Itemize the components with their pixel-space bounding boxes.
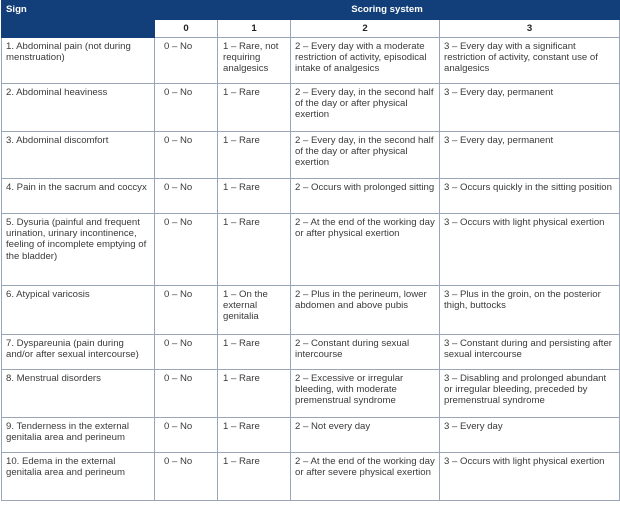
score-2-cell: 2 – Plus in the perineum, lower abdomen and above pubis [291, 286, 440, 335]
table-row [2, 286, 620, 335]
score-3-cell: 3 – Every day with a significant restriction of activity, constant use of analgesics [440, 38, 620, 84]
table-row [2, 179, 620, 214]
score-0-cell: 0 – No [155, 370, 218, 418]
score-2-cell: 2 – Every day with a moderate restriction of activity, episodical intake of analgesics [291, 38, 440, 84]
sign-cell: 2. Abdominal heaviness [2, 84, 155, 132]
score-3-cell: 3 – Occurs with light physical exertion [440, 453, 620, 501]
score-0-cell: 0 – No [155, 335, 218, 370]
score-0-cell: 0 – No [155, 132, 218, 179]
score-3-cell: 3 – Disabling and prolonged abundant or irregular bleeding, preceded by premenstrual syndrome [440, 370, 620, 418]
sign-header-spacer [2, 20, 155, 38]
score-3-cell: 3 – Every day [440, 418, 620, 453]
score-2-cell: 2 – Not every day [291, 418, 440, 453]
score-1-cell: 1 – Rare [218, 179, 291, 214]
score-2-cell: 2 – Constant during sexual intercourse [291, 335, 440, 370]
sign-cell: 5. Dysuria (painful and frequent urination, urinary incontinence, feeling of incomplete emptying of the bladder) [2, 214, 155, 286]
table-row [2, 214, 620, 286]
sign-column-header: Sign [2, 1, 155, 20]
score-column-header-1: 1 [218, 20, 291, 38]
table-row [2, 38, 620, 84]
header-row-primary [2, 1, 620, 20]
sign-cell: 10. Edema in the external genitalia area and perineum [2, 453, 155, 501]
score-1-cell: 1 – Rare [218, 84, 291, 132]
table-row [2, 132, 620, 179]
score-0-cell: 0 – No [155, 179, 218, 214]
table-row [2, 418, 620, 453]
score-0-cell: 0 – No [155, 453, 218, 501]
score-1-cell: 1 – Rare [218, 453, 291, 501]
score-3-cell: 3 – Occurs quickly in the sitting position [440, 179, 620, 214]
score-column-header-2: 2 [291, 20, 440, 38]
score-0-cell: 0 – No [155, 286, 218, 335]
score-3-cell: 3 – Plus in the groin, on the posterior thigh, buttocks [440, 286, 620, 335]
score-3-cell: 3 – Every day, permanent [440, 132, 620, 179]
score-1-cell: 1 – On the external genitalia [218, 286, 291, 335]
score-1-cell: 1 – Rare, not requiring analgesics [218, 38, 291, 84]
sign-cell: 8. Menstrual disorders [2, 370, 155, 418]
score-column-header-0: 0 [155, 20, 218, 38]
score-1-cell: 1 – Rare [218, 335, 291, 370]
sign-cell: 6. Atypical varicosis [2, 286, 155, 335]
table-row [2, 84, 620, 132]
score-1-cell: 1 – Rare [218, 214, 291, 286]
score-0-cell: 0 – No [155, 38, 218, 84]
table-row [2, 453, 620, 501]
score-2-cell: 2 – Excessive or irregular bleeding, with moderate premenstrual syndrome [291, 370, 440, 418]
score-column-header-3: 3 [440, 20, 620, 38]
header-row-scores [2, 20, 620, 38]
score-2-cell: 2 – Occurs with prolonged sitting [291, 179, 440, 214]
score-2-cell: 2 – At the end of the working day or after severe physical exertion [291, 453, 440, 501]
scoring-table-container [1, 0, 619, 501]
sign-cell: 3. Abdominal discomfort [2, 132, 155, 179]
table-row [2, 335, 620, 370]
score-1-cell: 1 – Rare [218, 418, 291, 453]
sign-cell: 9. Tenderness in the external genitalia area and perineum [2, 418, 155, 453]
sign-cell: 4. Pain in the sacrum and coccyx [2, 179, 155, 214]
score-0-cell: 0 – No [155, 418, 218, 453]
score-3-cell: 3 – Every day, permanent [440, 84, 620, 132]
score-2-cell: 2 – Every day, in the second half of the day or after physical exertion [291, 132, 440, 179]
score-1-cell: 1 – Rare [218, 132, 291, 179]
score-3-cell: 3 – Occurs with light physical exertion [440, 214, 620, 286]
score-2-cell: 2 – Every day, in the second half of the day or after physical exertion [291, 84, 440, 132]
table-row [2, 370, 620, 418]
score-3-cell: 3 – Constant during and persisting after sexual intercourse [440, 335, 620, 370]
score-0-cell: 0 – No [155, 214, 218, 286]
score-1-cell: 1 – Rare [218, 370, 291, 418]
score-0-cell: 0 – No [155, 84, 218, 132]
sign-cell: 7. Dyspareunia (pain during and/or after sexual intercourse) [2, 335, 155, 370]
score-2-cell: 2 – At the end of the working day or after physical exertion [291, 214, 440, 286]
sign-cell: 1. Abdominal pain (not during menstruation) [2, 38, 155, 84]
scoring-table [1, 0, 620, 501]
scoring-system-header: Scoring system [155, 1, 620, 20]
